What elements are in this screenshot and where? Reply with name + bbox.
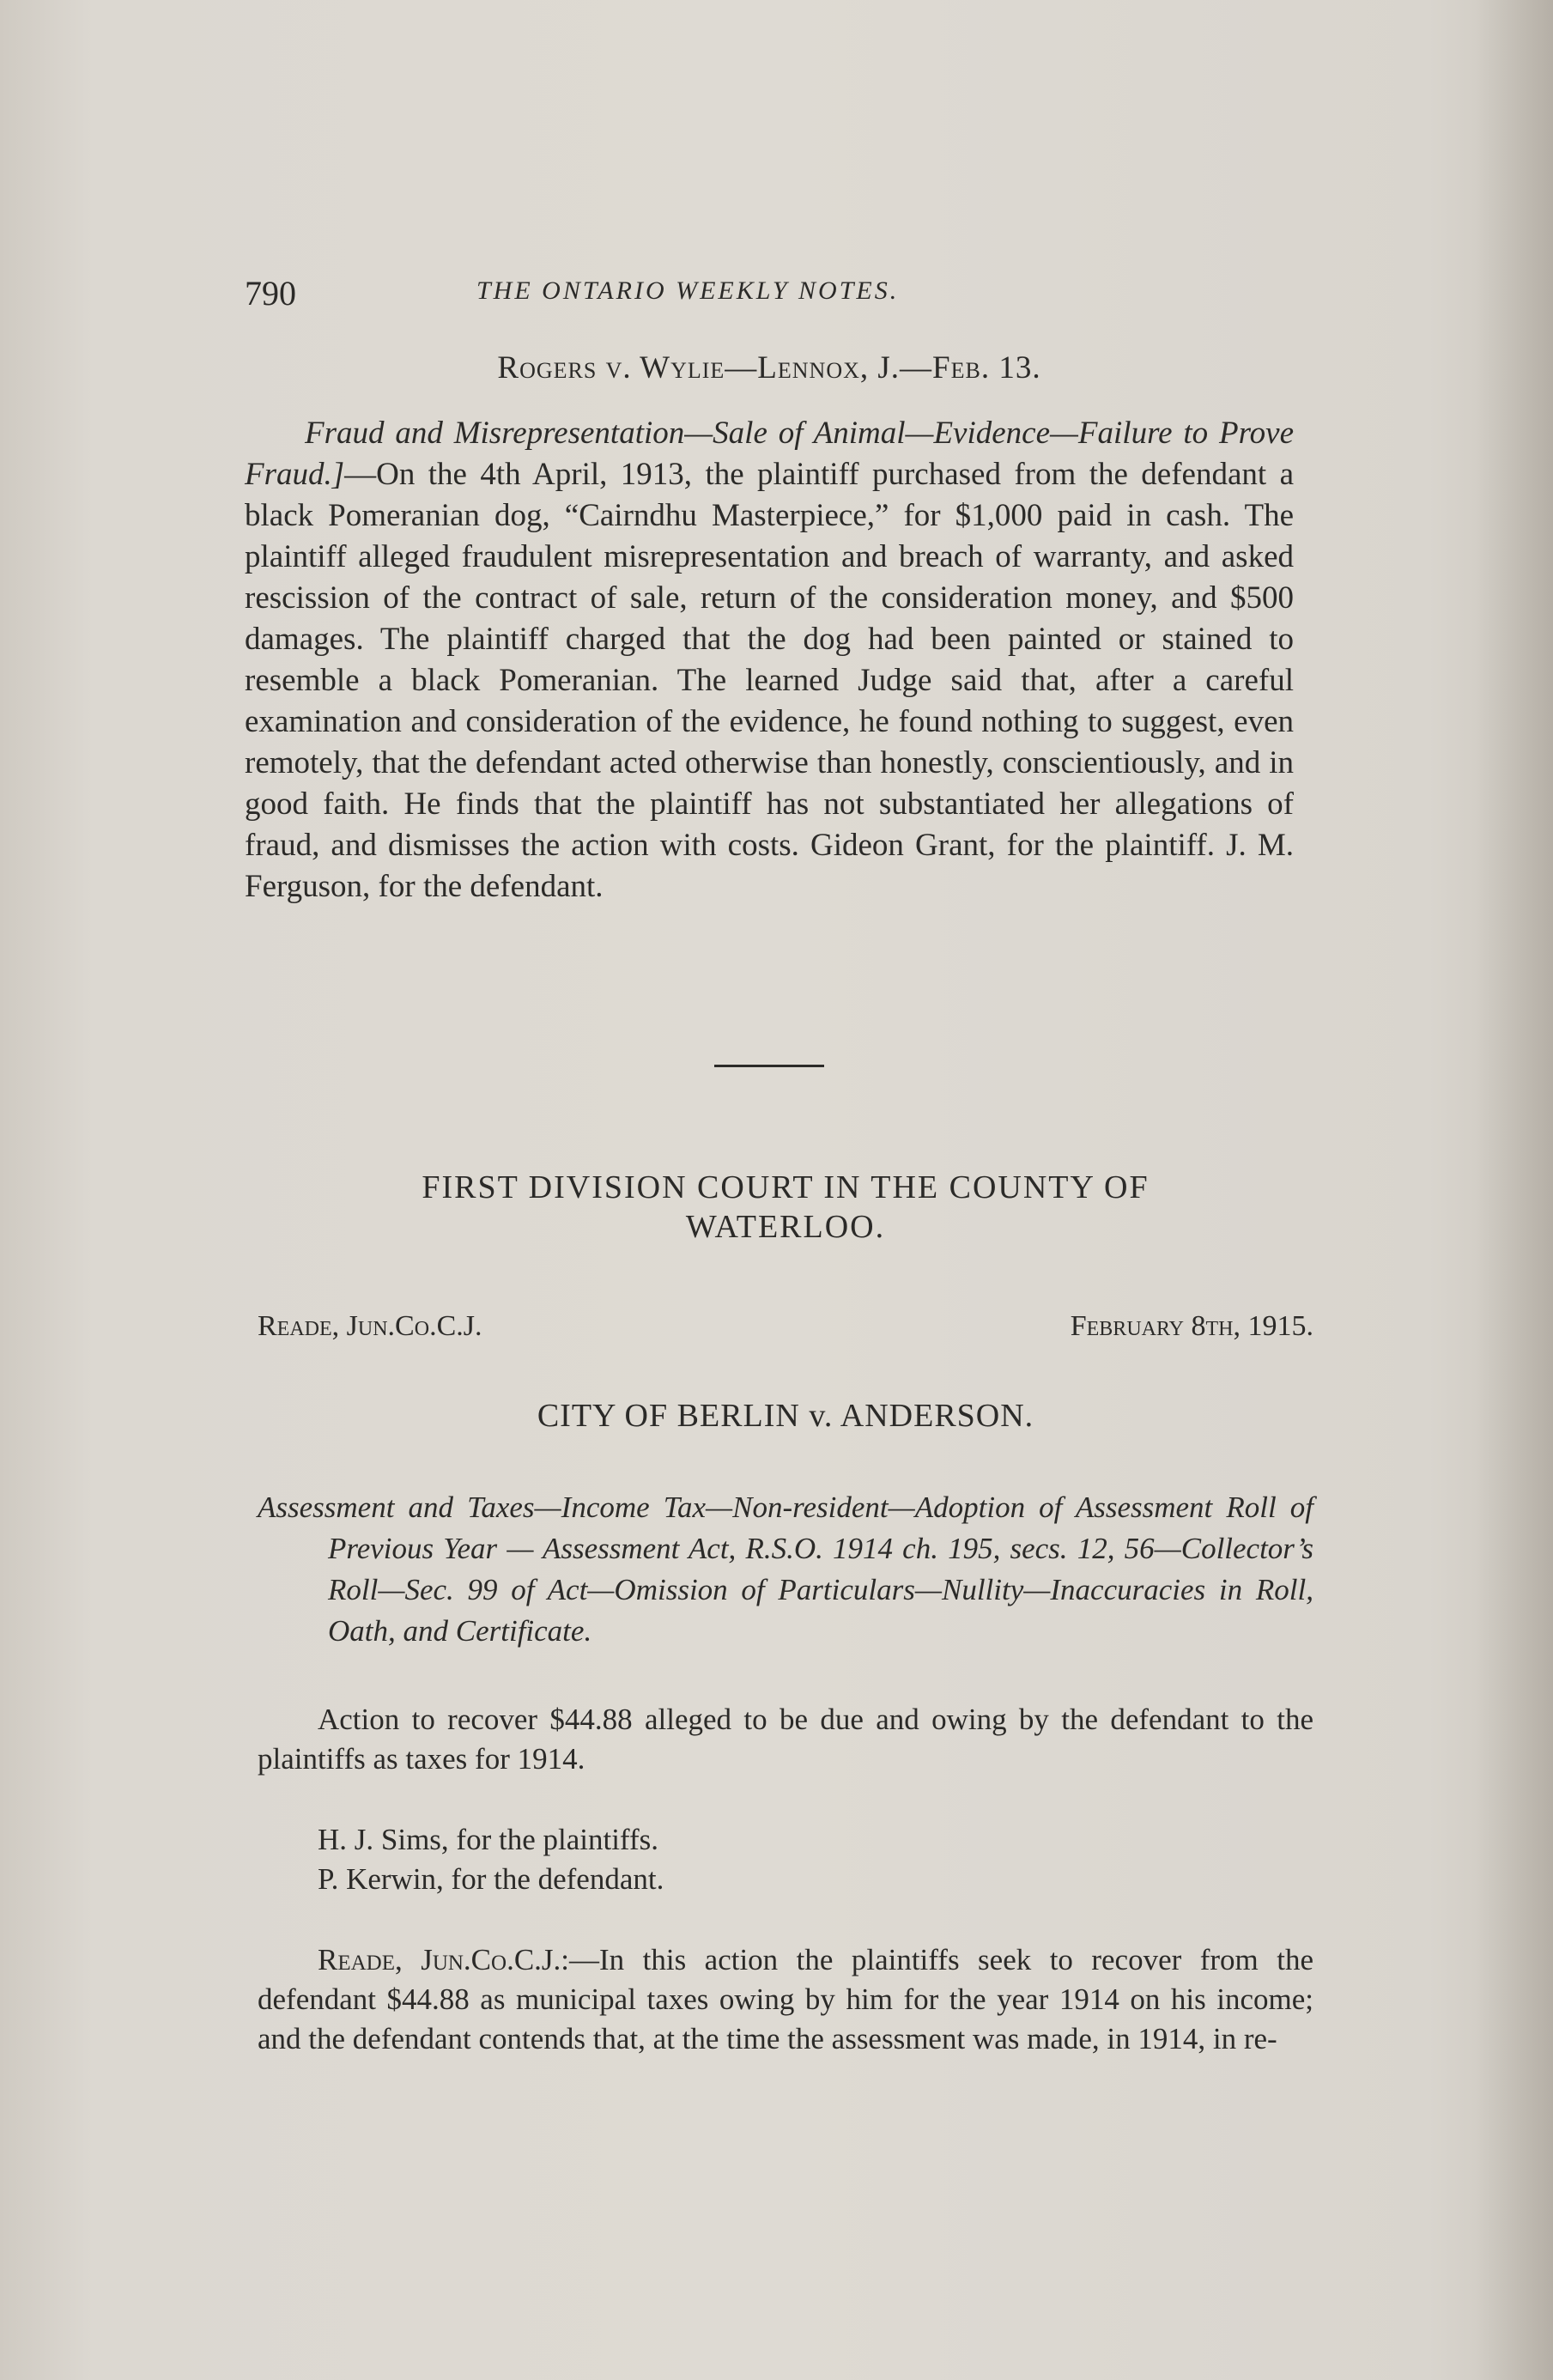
case-report [245,413,1294,908]
case-berlin-v-anderson [258,1168,1313,2100]
divider-container [245,1065,1294,1073]
court-heading-line2: WATERLOO. [685,1209,886,1245]
page-number: 790 [245,274,296,313]
judgment-paragraph [258,1940,1313,2059]
case-rogers-v-wylie [245,348,1294,908]
judgment-date: February 8th, 1915. [1070,1310,1313,1342]
case-title-2: CITY OF BERLIN v. ANDERSON. [537,1398,1034,1434]
counsel-plaintiffs: H. J. Sims, for the plaintiffs. [318,1823,658,1856]
counsel-defendant: P. Kerwin, for the defendant. [318,1862,664,1896]
page-header [245,273,1309,325]
judgment-text: :—In this action the plaintiffs seek to recover from the defendant $44.88 as municipal taxes owing by him for the year 1914 on his income; and the defendant contends that, at the time the assessment was made, in 1914, in re- [258,1943,1313,2055]
case-title: Rogers v. Wylie—Lennox, J.—Feb. 13. [497,350,1041,386]
section-divider [714,1065,824,1067]
judge-name: Reade, Jun.Co.C.J. [258,1310,482,1342]
running-head: THE ONTARIO WEEKLY NOTES. [476,276,900,305]
judge-date-row [258,1307,1313,1346]
court-heading [258,1168,1313,1247]
court-heading-line1: FIRST DIVISION COURT IN THE COUNTY OF [422,1169,1150,1205]
judgment-lead: Reade, Jun.Co.C.J. [318,1943,561,1976]
headnote: Fraud and Misrepresentation—Sale of Animal—Evidence—Failure to Prove Fraud.] [245,416,1294,492]
case-body: —On the 4th April, 1913, the plaintiff purchased from the defendant a black Pomeranian dog, “Cairndhu Masterpiece,” for $1,000 paid in cash. The plaintiff alleged fraudulent misrepresentation and breach of warranty, and asked rescission of the contract of sale, return of the consideration money, and $500 damages. The plaintiff charged that the dog had been painted or stained to resemble a black Pomeranian. The learned Judge said that, after a careful examination and consideration of the evidence, he found nothing to suggest, even remotely, that the defendant acted otherwise than honestly, conscientiously, and in good faith. He finds that the plaintiff has not substantiated her allegations of fraud, and dismisses the action with costs. Gideon Grant, for the plaintiff. J. M. Ferguson, for the defendant. [245,457,1294,904]
action-paragraph: Action to recover $44.88 alleged to be due and owing by the defendant to the plaintiffs as taxes for 1914. [258,1703,1313,1776]
headnote-2: Assessment and Taxes—Income Tax—Non-resident—Adoption of Assessment Roll of Previous Year — Assessment Act, R.S.O. 1914 ch. 195, secs. 12, 56—Collector’s Roll—Sec. 99 of Act—Omission of Particulars—Nullity—Inaccuracies in Roll, Oath, and Certificate. [258,1491,1313,1648]
counsel-list [258,1820,1313,1899]
